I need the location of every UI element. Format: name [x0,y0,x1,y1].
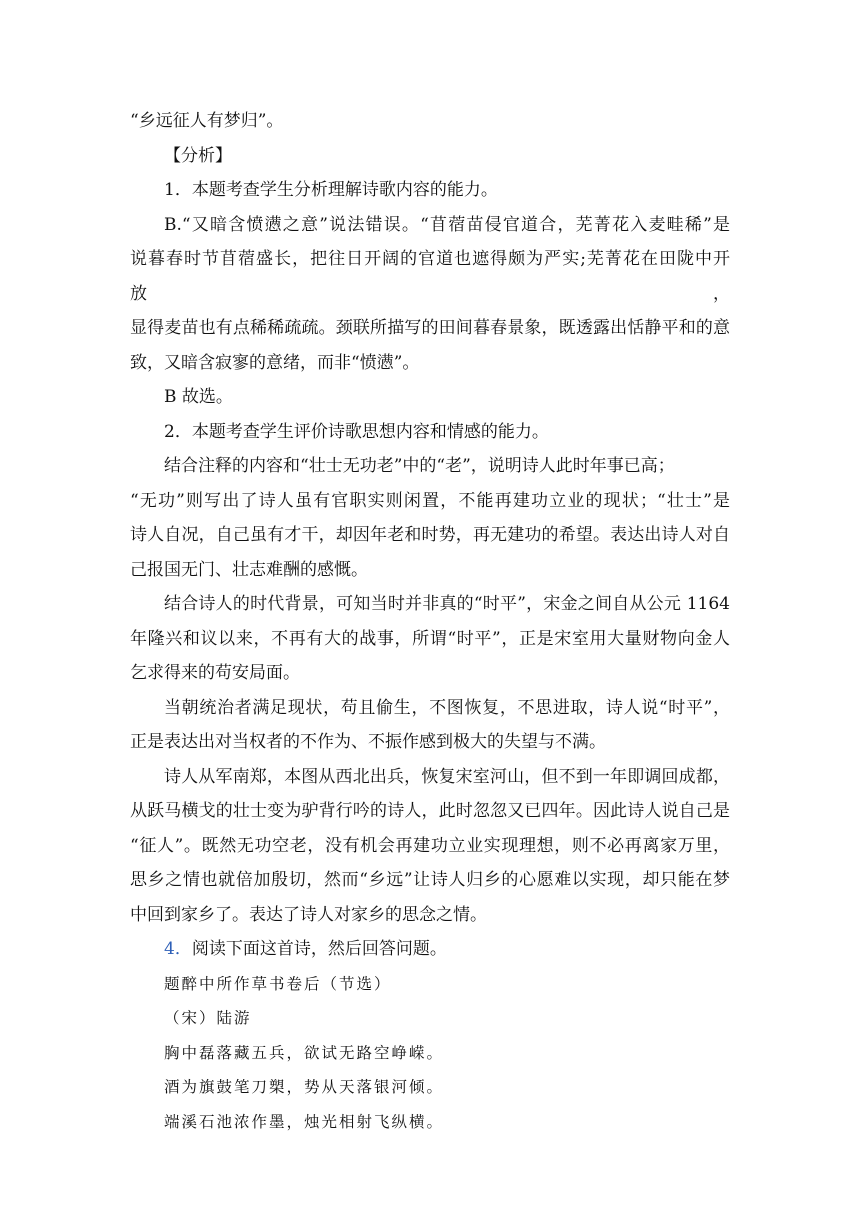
analysis-item-2: 2．本题考查学生评价诗歌思想内容和情感的能力。 [164,421,549,442]
paragraph-line: 结合注释的内容和“壮士无功老”中的“老”，说明诗人此时年事已高； [164,456,675,476]
paragraph-line: 诗人从军南郑，本图从西北出兵，恢复宋室河山，但不到一年即调回成都， [164,766,730,787]
paragraph-line: 诗人自况，自己虽有才干，却因年老和时势，再无建功的希望。表达出诗人对自 [130,525,730,545]
paragraph-line: 致，又暗含寂寥的意绪，而非“愤懑”。 [130,352,420,373]
paragraph-line: 结合诗人的时代背景，可知当时并非真的“时平”，宋金之间自从公元 1164 [164,594,730,614]
poem-verse: 胸中磊落藏五兵，欲试无路空峥嵘。 [164,1043,445,1062]
answer-analysis [130,104,730,1139]
question-4 [130,932,730,967]
quote-line: “乡远征人有梦归”。 [130,111,284,131]
analysis-item-1: 1．本题考查学生分析理解诗歌内容的能力。 [164,180,498,200]
paragraph-line: 从跃马横戈的壮士变为驴背行吟的诗人，此时忽忽又已四年。因此诗人说自己是 [130,801,730,821]
paragraph-line: 己报国无门、壮志难酬的感慨。 [130,559,368,580]
paragraph-line: 年隆兴和议以来，不再有大的战事，所谓“时平”，正是宋室用大量财物向金人 [130,628,730,649]
analysis-heading: 【分析】 [164,145,232,166]
poem-verse: 端溪石池浓作墨，烛光相射飞纵横。 [164,1112,445,1131]
question-text: 阅读下面这首诗，然后回答问题。 [191,939,447,959]
poem-verse: 酒为旗鼓笔刀槊，势从天落银河倾。 [164,1078,445,1096]
poem-title: 题醉中所作草书卷后（节选） [164,974,392,993]
paragraph-line: “征人”。既然无功空老，没有机会再建功立业实现理想，则不必再离家万里， [130,835,730,856]
paragraph-line: 显得麦苗也有点稀稀疏疏。颈联所描写的田间暮春景象，既透露出恬静平和的意 [130,318,730,338]
paragraph-line: 中回到家乡了。表达了诗人对家乡的思念之情。 [130,904,487,925]
paragraph-line: 正是表达出对当权者的不作为、不振作感到极大的失望与不满。 [130,732,606,752]
paragraph-line: 当朝统治者满足现状，苟且偷生，不图恢复，不思进取，诗人说“时平”， [164,697,730,718]
answer-choice-line: B 故选。 [164,387,233,407]
question-number: 4． [164,939,192,959]
paragraph-line: B.“又暗含愤懑之意”说法错误。“苜蓿苗侵官道合，芜菁花入麦畦稀”是 [164,214,730,235]
poem-author: （宋）陆游 [164,1009,252,1027]
paragraph-line: “无功”则写出了诗人虽有官职实则闲置，不能再建功立业的现状；“壮士”是 [130,490,730,511]
paragraph-line: 乞求得来的苟安局面。 [130,663,300,683]
paragraph-line: 说暮春时节苜蓿盛长，把往日开阔的官道也遮得颇为严实;芜菁花在田陇中开放， [130,249,730,304]
paragraph-line: 思乡之情也就倍加殷切，然而“乡远”让诗人归乡的心愿难以实现，却只能在梦 [130,870,730,890]
